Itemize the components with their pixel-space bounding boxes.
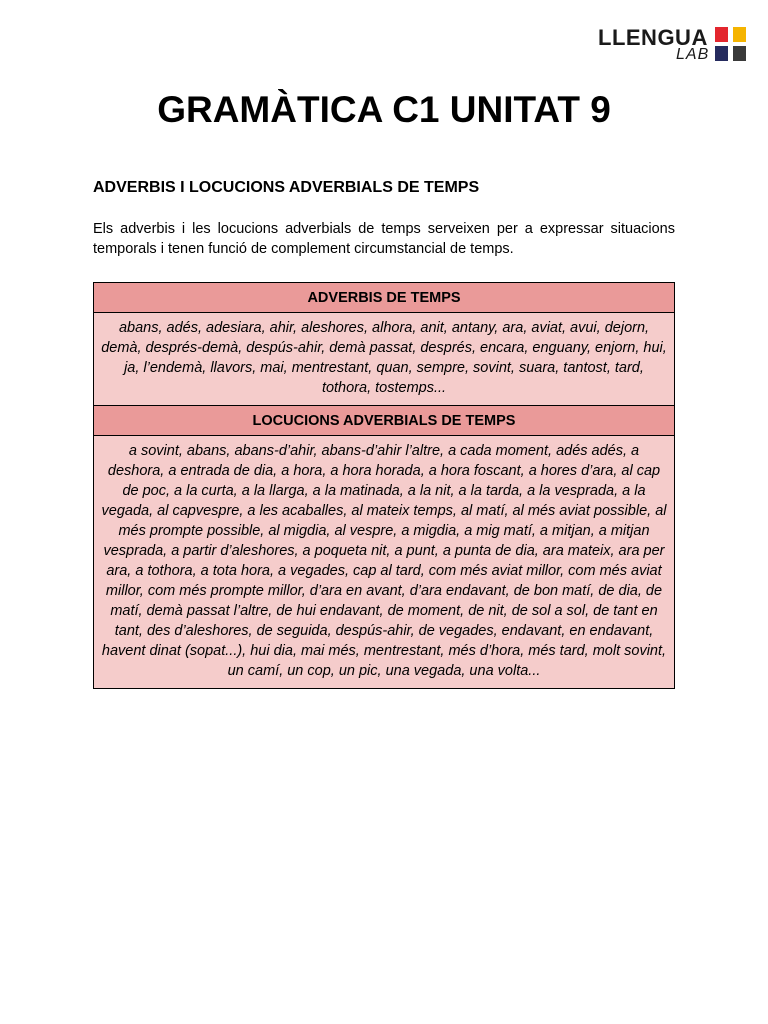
table-row [94,406,675,436]
adverbs-table [93,282,675,689]
table-row [94,283,675,313]
adverbis-header: ADVERBIS DE TEMPS [94,283,675,313]
table-row [94,436,675,689]
page-title: GRAMÀTICA C1 UNITAT 9 [157,89,611,130]
locucions-list: a sovint, abans, abans-d’ahir, abans-d’ahir l’altre, a cada moment, adés adés, a deshora, a entrada de dia, a hora, a hora horada, a hora foscant, a hores d’ara, al cap de poc, a la curta, a la llarga, a la matinada, a la nit, a la tarda, a la vesprada, a la vegada, al capvespre, a les acaballes, al mateix temps, al matí, al més aviat possible, al més prompte possible, al migdia, al vespre, a migdia, a mig matí, a mitjan, a mitjan vesprada, a partir d’aleshores, a poqueta nit, a punt, a punta de dia, ara mateix, ara per ara, a tothora, a tota hora, a vegades, cap al tard, com més aviat millor, com més aviat millor, com més prompte millor, d’ara en avant, d’ara endavant, de bon matí, de dia, de matí, demà passat l’altre, de hui endavant, de moment, de nit, de sol a sol, de tant en tant, des d’aleshores, de seguida, despús-ahir, de vegades, endavant, en endavant, havent dinat (sopat...), hui dia, mai més, mentrestant, més d’hora, més tard, molt sovint, un camí, un cop, un pic, una vegada, una volta... [94,436,675,689]
section-heading: ADVERBIS I LOCUCIONS ADVERBIALS DE TEMPS [93,179,480,196]
logo-subtitle: LAB [676,46,710,63]
locucions-header: LOCUCIONS ADVERBIALS DE TEMPS [94,406,675,436]
table-row [94,313,675,406]
logo-cross-icon [715,27,747,61]
intro-paragraph: Els adverbis i les locucions adverbials de temps serveixen per a expressar situacions temporals i tenen funció de complement circumstancial de temps. [93,221,675,257]
llengua-lab-logo [598,24,748,64]
logo-wordmark: LLENGUA [598,25,708,50]
adverbis-list: abans, adés, adesiara, ahir, aleshores, alhora, anit, antany, ara, aviat, avui, dejorn, demà, després-demà, despús-ahir, demà passat, després, encara, enguany, enjorn, hui, ja, l’endemà, llavors, mai, mentrestant, quan, sempre, sovint, suara, tantost, tard, tothora, tostemps... [94,313,675,406]
